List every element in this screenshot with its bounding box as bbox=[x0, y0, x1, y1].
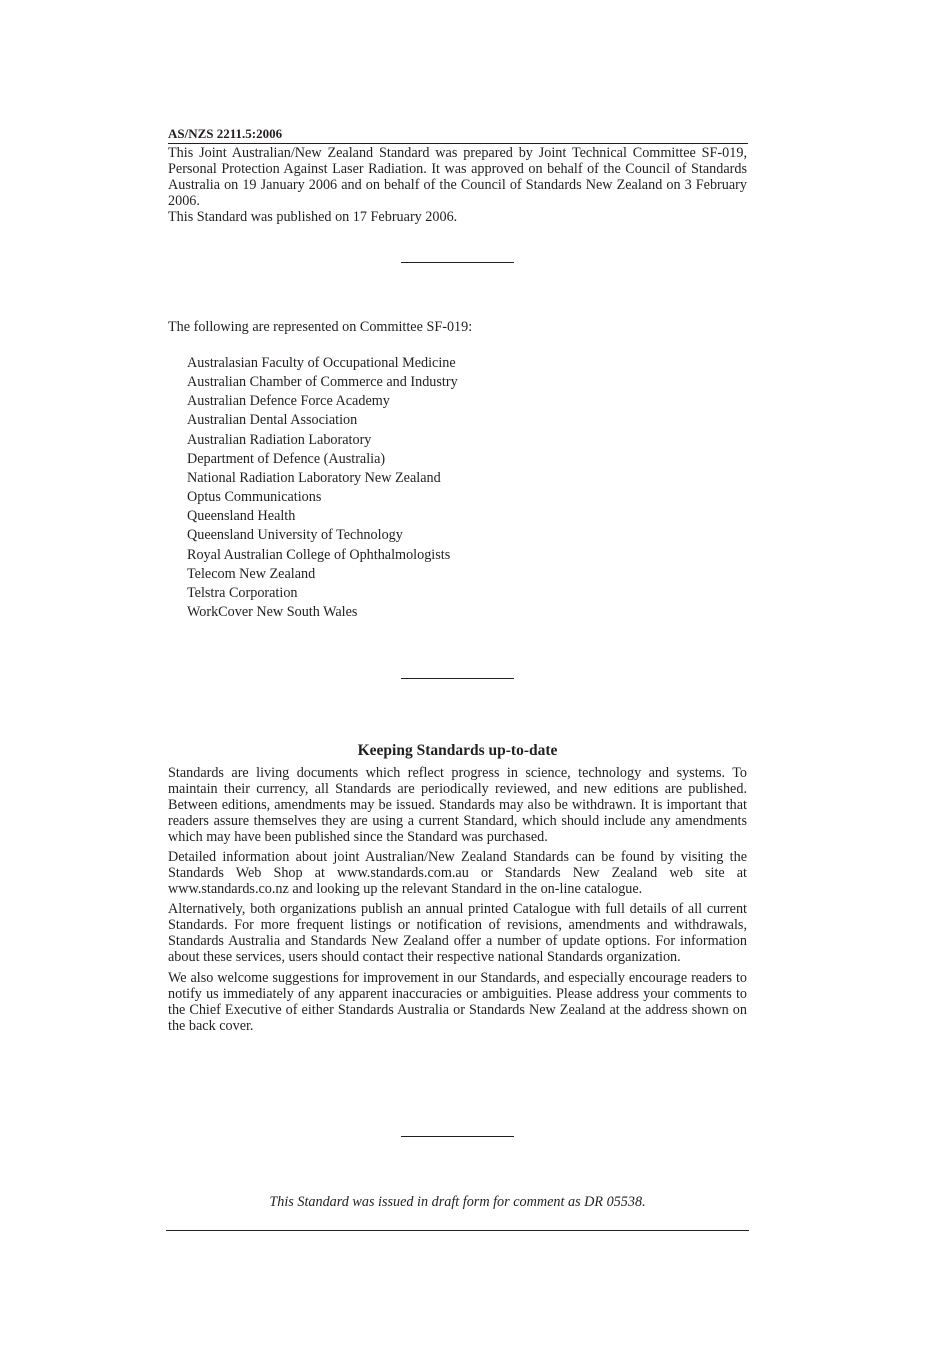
standard-number: AS/NZS 2211.5:2006 bbox=[168, 126, 748, 144]
committee-member-list bbox=[187, 354, 458, 622]
section-heading: Keeping Standards up-to-date bbox=[357, 742, 558, 759]
committee-member: Australian Chamber of Commerce and Industry bbox=[187, 374, 458, 391]
body-paragraph: Alternatively, both organizations publish an annual printed Catalogue with full details of all current Standards. For more frequent listings or notification of revisions, amendments and withdrawals, Standards Australia and Standards New Zealand offer a number of update options. For information about these services, users should contact their respective national Standards organization. bbox=[168, 901, 747, 966]
committee-member: Australasian Faculty of Occupational Medicine bbox=[187, 355, 456, 371]
publication-date-line: This Standard was published on 17 February 2006. bbox=[168, 209, 458, 225]
committee-member: National Radiation Laboratory New Zealand bbox=[187, 469, 441, 486]
committee-member: Department of Defence (Australia) bbox=[187, 450, 386, 467]
committee-member: Australian Defence Force Academy bbox=[187, 393, 390, 410]
committee-member: Telstra Corporation bbox=[187, 584, 298, 601]
committee-member: Queensland Health bbox=[187, 508, 296, 525]
preparation-statement bbox=[168, 145, 747, 225]
keeping-up-to-date-body bbox=[168, 765, 747, 1038]
section-divider bbox=[401, 262, 514, 263]
footer-rule bbox=[166, 1230, 749, 1231]
draft-note: This Standard was issued in draft form for comment as DR 05538. bbox=[269, 1194, 646, 1210]
section-divider bbox=[401, 1136, 514, 1137]
committee-member: Royal Australian College of Ophthalmologists bbox=[187, 546, 451, 563]
body-paragraph: Standards are living documents which reflect progress in science, technology and systems. To maintain their currency, all Standards are periodically reviewed, and new editions are published. Between editions, amendments may be issued. Standards may also be withdrawn. It is important that readers assure themselves they are using a current Standard, which should include any amendments which may have been published since the Standard was purchased. bbox=[168, 765, 747, 845]
committee-member: Australian Radiation Laboratory bbox=[187, 431, 372, 448]
committee-intro: The following are represented on Committee SF-019: bbox=[168, 319, 473, 335]
section-divider bbox=[401, 678, 514, 679]
committee-member: Australian Dental Association bbox=[187, 412, 358, 429]
committee-member: WorkCover New South Wales bbox=[187, 604, 358, 621]
committee-member: Optus Communications bbox=[187, 489, 322, 506]
committee-member: Queensland University of Technology bbox=[187, 527, 403, 544]
committee-member: Telecom New Zealand bbox=[187, 565, 316, 582]
body-paragraph: Detailed information about joint Australian/New Zealand Standards can be found by visiting the Standards Web Shop at www.standards.com.au or Standards New Zealand web site at www.standards.co.nz and looking up the relevant Standard in the on-line catalogue. bbox=[168, 849, 747, 898]
body-paragraph: We also welcome suggestions for improvement in our Standards, and especially encourage readers to notify us immediately of any apparent inaccuracies or ambiguities. Please address your comments to the Chief Executive of either Standards Australia or Standards New Zealand at the address shown on the back cover. bbox=[168, 969, 747, 1034]
preparation-paragraph: This Joint Australian/New Zealand Standard was prepared by Joint Technical Committee SF-019, Personal Protection Against Laser Radiation. It was approved on behalf of the Council of Standards Australia on 19 January 2006 and on behalf of the Council of Standards New Zealand on 3 February 2006. bbox=[168, 145, 747, 209]
